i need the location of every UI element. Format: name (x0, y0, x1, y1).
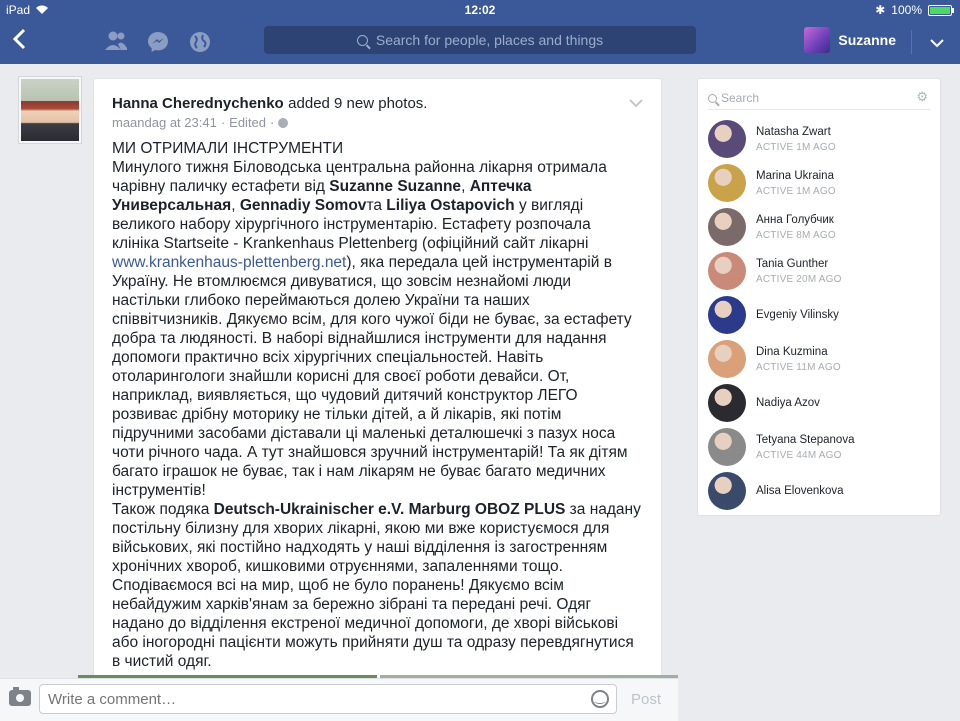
meta-separator: · (270, 115, 275, 130)
bluetooth-icon: ✱ (875, 3, 886, 17)
chat-contact-status: ACTIVE 20M AGO (756, 273, 842, 285)
chat-contact-name: Tetyana Stepanova (756, 433, 855, 446)
global-search-input[interactable] (264, 26, 696, 54)
post-paragraph-2 (112, 500, 642, 671)
battery-percent: 100% (891, 3, 922, 17)
post-body (112, 139, 642, 671)
status-right (875, 3, 952, 17)
post-heading: МИ ОТРИМАЛИ ІНСТРУМЕНТИ (112, 140, 344, 157)
chat-contact[interactable] (708, 425, 934, 469)
friends-icon[interactable] (104, 30, 128, 54)
external-link[interactable]: www.krankenhaus-plettenberg.net (112, 254, 347, 271)
chat-contact[interactable] (708, 117, 934, 161)
post-comment-button[interactable]: Post (631, 691, 662, 708)
avatar (708, 472, 746, 510)
post-options-chevron-icon[interactable] (629, 95, 643, 111)
text: у вигляді великого набору хірургічного інструментарію. Естафету розпочала клініка Startseite - Krankenhaus Plettenberg (офіційний сайт лікарні (112, 197, 591, 252)
chat-contact-name: Nadiya Azov (756, 397, 820, 409)
text: , (461, 178, 470, 195)
search-icon (708, 94, 717, 103)
tag-marburg[interactable]: Deutsch-Ukrainischer e.V. Marburg OBOZ PLUS (213, 501, 566, 518)
avatar (804, 27, 830, 53)
device-name: iPad (6, 3, 31, 17)
chat-contact-text (756, 309, 839, 321)
chat-contact-name: Dina Kuzmina (756, 345, 828, 358)
chat-contact[interactable] (708, 469, 934, 513)
chat-contact-name: Анна Голубчик (756, 213, 834, 226)
poster-photo (21, 79, 79, 141)
chat-contact-text (756, 170, 836, 197)
post-timestamp[interactable]: maandag at 23:41 (112, 115, 217, 130)
avatar (708, 384, 746, 422)
post-author-link[interactable]: Hanna Cherednychenko (112, 95, 284, 112)
chat-contact-name: Evgeniy Vilinsky (756, 309, 839, 321)
messenger-icon[interactable] (146, 30, 170, 54)
chat-contact-name: Alisa Elovenkova (756, 485, 844, 497)
battery-fill (930, 7, 950, 14)
avatar (708, 164, 746, 202)
chat-contact-text (756, 346, 841, 373)
text: та (366, 197, 387, 214)
avatar (708, 252, 746, 290)
avatar (708, 428, 746, 466)
camera-icon[interactable] (9, 690, 31, 706)
text: Також подяка (112, 501, 214, 518)
post-meta (112, 115, 631, 130)
avatar (708, 296, 746, 334)
chat-search-input[interactable] (708, 87, 930, 110)
meta-separator: · (220, 115, 226, 130)
poster-avatar[interactable] (18, 76, 82, 144)
chat-contact[interactable] (708, 337, 934, 381)
gear-icon[interactable]: ⚙ (916, 89, 928, 104)
chat-contact-text (756, 434, 854, 461)
chat-contact[interactable] (708, 161, 934, 205)
search-icon (357, 35, 368, 46)
news-feed-post (93, 78, 662, 688)
chat-contact-status: ACTIVE 44M AGO (756, 449, 842, 461)
chat-search-placeholder: Search (721, 91, 760, 105)
chat-contact-name: Marina Ukraina (756, 169, 834, 182)
avatar (708, 120, 746, 158)
privacy-globe-icon (278, 118, 288, 128)
chat-sidebar (697, 78, 941, 516)
chat-contact-status: ACTIVE 1M AGO (756, 141, 836, 153)
profile-name: Suzanne (838, 32, 896, 48)
post-action-text: added 9 new photos. (288, 95, 428, 112)
comment-bar (0, 678, 678, 721)
comment-input[interactable] (39, 684, 617, 714)
post-header (112, 95, 631, 130)
chevron-down-icon[interactable] (930, 32, 944, 53)
chat-contact[interactable] (708, 381, 934, 425)
chat-contact[interactable] (708, 293, 934, 337)
chat-contact-text (756, 214, 836, 241)
avatar (708, 208, 746, 246)
status-time: 12:02 (464, 3, 496, 17)
chat-contact-list (708, 117, 934, 513)
globe-notifications-icon[interactable] (188, 30, 212, 54)
text: , (231, 197, 240, 214)
status-bar (0, 0, 960, 20)
text: за надану постільну білизну для хворих лікарні, якою ми вже користуємося для військових, які постійно надходять у наші відділення із загостренням хронічних хвороб, кишковими отруєннями, запаленнями тощо. Сподіваємося всі на мир, щоб не було поранень! Дякуємо всім небайдужим харків'янам за бережно зібрані та передані речі. Одяг надано до відділення екстреної медичної допомоги, де хворі військові або іногородні пацієнти можуть прийняти душ та одразу перевдягнутися в чистий одяг. (112, 501, 641, 670)
search-placeholder: Search for people, places and things (375, 32, 604, 48)
chat-contact-name: Natasha Zwart (756, 125, 831, 138)
chat-contact-text (756, 485, 844, 497)
top-navbar (0, 20, 960, 64)
chat-contact[interactable] (708, 249, 934, 293)
chat-contact-status: ACTIVE 1M AGO (756, 185, 836, 197)
chat-contact[interactable] (708, 205, 934, 249)
chat-contact-status: ACTIVE 11M AGO (756, 361, 841, 373)
tag-liliya[interactable]: Liliya Ostapovich (386, 197, 515, 214)
text: ), яка передала цей інструментарій в Україну. Не втомлюємся дивуватися, що зовсім незнайомі люди настільки глибоко переймаються долею України та наших співвітчизників. Дякуємо всім, для кого чужої біди не буває, за естафету добра та людяності. В наборі віднайшлися інструменти для надання допомоги практично всіх хірургічних спеціальностей. Навіть отоларингологи знайшли корисні для своєї роботи девайси. От, наприклад, виявляється, що чудовий дитячий конструктор ЛЕГО розвиває дрібну моторику не тільки дітей, а й лікарів, які потім підручними засобами діставали ці маленькі деталюшечкі з пазух носа чоти річного чада. А тут знайшовся зручний інструментарій! Та як дітям багато іграшок не буває, так і нам лікарям не буває багато медичних інструментів! (112, 254, 632, 499)
chat-contact-name: Tania Gunther (756, 257, 829, 270)
avatar (708, 340, 746, 378)
tag-gennadiy[interactable]: Gennadiy Somov (239, 197, 367, 214)
chat-contact-status: ACTIVE 8M AGO (756, 229, 836, 241)
back-chevron-icon[interactable] (12, 28, 32, 52)
nav-divider (911, 30, 912, 54)
battery-icon (928, 5, 952, 16)
chat-contact-text (756, 126, 836, 153)
edited-label[interactable]: Edited (229, 115, 267, 130)
emoji-icon[interactable] (591, 690, 609, 708)
text: Минулого тижня Біловодська центральна районна лікарня отримала чарівну паличку естафети від (112, 159, 607, 195)
tag-aptechka[interactable]: Аптечка Универсальная (112, 178, 532, 214)
chat-contact-text (756, 258, 842, 285)
chat-contact-text (756, 397, 820, 409)
profile-shortcut[interactable] (804, 27, 896, 53)
tag-suzanne[interactable]: Suzanne Suzanne (329, 178, 462, 195)
post-paragraph-1 (112, 158, 642, 500)
